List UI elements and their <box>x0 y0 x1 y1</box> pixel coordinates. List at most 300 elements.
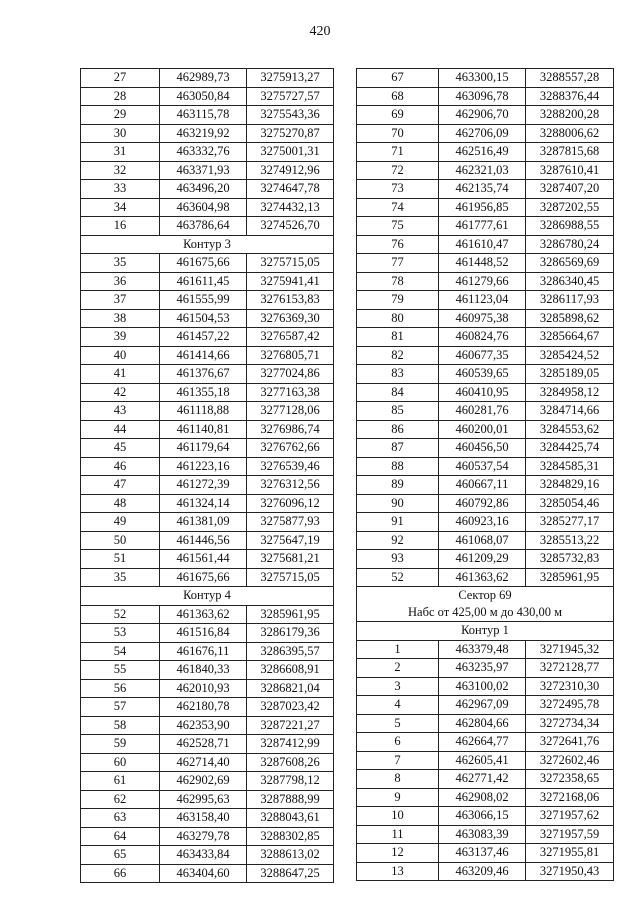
point-number-cell: 49 <box>81 513 160 532</box>
y-coordinate-cell: 3284425,74 <box>526 439 614 458</box>
table-row <box>357 807 614 826</box>
point-number-cell: 46 <box>81 457 160 476</box>
point-number-cell: 62 <box>81 790 160 809</box>
x-coordinate-cell: 461675,66 <box>160 254 247 273</box>
y-coordinate-cell: 3275543,36 <box>247 106 334 125</box>
point-number-cell: 81 <box>357 328 439 347</box>
table-row <box>81 457 334 476</box>
table-row <box>81 87 334 106</box>
point-number-cell: 50 <box>81 531 160 550</box>
table-row <box>81 420 334 439</box>
x-coordinate-cell: 461381,09 <box>160 513 247 532</box>
y-coordinate-cell: 3288647,25 <box>247 864 334 883</box>
point-number-cell: 41 <box>81 365 160 384</box>
contour-header-row <box>81 235 334 254</box>
point-number-cell: 88 <box>357 457 439 476</box>
y-coordinate-cell: 3275681,21 <box>247 550 334 569</box>
x-coordinate-cell: 462605,41 <box>439 751 526 770</box>
point-number-cell: 32 <box>81 161 160 180</box>
table-row <box>357 69 614 88</box>
table-row <box>357 143 614 162</box>
y-coordinate-cell: 3276096,12 <box>247 494 334 513</box>
table-row <box>357 439 614 458</box>
point-number-cell: 52 <box>81 605 160 624</box>
point-number-cell: 38 <box>81 309 160 328</box>
table-row <box>357 550 614 569</box>
y-coordinate-cell: 3287221,27 <box>247 716 334 735</box>
point-number-cell: 75 <box>357 217 439 236</box>
point-number-cell: 67 <box>357 69 439 88</box>
point-number-cell: 79 <box>357 291 439 310</box>
point-number-cell: 84 <box>357 383 439 402</box>
y-coordinate-cell: 3284829,16 <box>526 476 614 495</box>
x-coordinate-cell: 463096,78 <box>439 87 526 106</box>
table-row <box>81 180 334 199</box>
table-row <box>357 346 614 365</box>
table-row <box>357 844 614 863</box>
table-row <box>357 513 614 532</box>
page-number: 420 <box>309 24 331 39</box>
table-row <box>357 383 614 402</box>
y-coordinate-cell: 3275715,05 <box>247 254 334 273</box>
y-coordinate-cell: 3287407,20 <box>526 180 614 199</box>
point-number-cell: 28 <box>81 87 160 106</box>
contour-header: Контур 1 <box>357 622 614 641</box>
x-coordinate-cell: 463279,78 <box>160 827 247 846</box>
left-table-body <box>81 69 334 883</box>
point-number-cell: 9 <box>357 788 439 807</box>
table-row <box>81 161 334 180</box>
y-coordinate-cell: 3286117,93 <box>526 291 614 310</box>
y-coordinate-cell: 3276312,56 <box>247 476 334 495</box>
point-number-cell: 27 <box>81 69 160 88</box>
point-number-cell: 58 <box>81 716 160 735</box>
sector-header-row <box>357 587 614 622</box>
point-number-cell: 52 <box>357 568 439 587</box>
x-coordinate-cell: 460824,76 <box>439 328 526 347</box>
y-coordinate-cell: 3286780,24 <box>526 235 614 254</box>
y-coordinate-cell: 3272495,78 <box>526 696 614 715</box>
y-coordinate-cell: 3287815,68 <box>526 143 614 162</box>
y-coordinate-cell: 3277128,06 <box>247 402 334 421</box>
x-coordinate-cell: 461555,99 <box>160 291 247 310</box>
table-row <box>81 106 334 125</box>
x-coordinate-cell: 460677,35 <box>439 346 526 365</box>
y-coordinate-cell: 3285054,46 <box>526 494 614 513</box>
x-coordinate-cell: 461561,44 <box>160 550 247 569</box>
point-number-cell: 65 <box>81 846 160 865</box>
table-row <box>81 439 334 458</box>
x-coordinate-cell: 461355,18 <box>160 383 247 402</box>
x-coordinate-cell: 461414,66 <box>160 346 247 365</box>
table-row <box>357 714 614 733</box>
point-number-cell: 40 <box>81 346 160 365</box>
x-coordinate-cell: 462135,74 <box>439 180 526 199</box>
x-coordinate-cell: 463496,20 <box>160 180 247 199</box>
y-coordinate-cell: 3275001,31 <box>247 143 334 162</box>
y-coordinate-cell: 3285732,83 <box>526 550 614 569</box>
table-row <box>81 809 334 828</box>
point-number-cell: 45 <box>81 439 160 458</box>
point-number-cell: 70 <box>357 124 439 143</box>
x-coordinate-cell: 461118,88 <box>160 402 247 421</box>
y-coordinate-cell: 3287888,99 <box>247 790 334 809</box>
left-coordinates-table <box>80 68 334 883</box>
y-coordinate-cell: 3271957,62 <box>526 807 614 826</box>
right-coordinates-table <box>356 68 614 881</box>
y-coordinate-cell: 3287610,41 <box>526 161 614 180</box>
point-number-cell: 10 <box>357 807 439 826</box>
point-number-cell: 56 <box>81 679 160 698</box>
table-row <box>357 677 614 696</box>
y-coordinate-cell: 3274432,13 <box>247 198 334 217</box>
table-row <box>81 143 334 162</box>
x-coordinate-cell: 463219,92 <box>160 124 247 143</box>
point-number-cell: 39 <box>81 328 160 347</box>
y-coordinate-cell: 3287202,55 <box>526 198 614 217</box>
y-coordinate-cell: 3285898,62 <box>526 309 614 328</box>
y-coordinate-cell: 3277163,38 <box>247 383 334 402</box>
y-coordinate-cell: 3277024,86 <box>247 365 334 384</box>
y-coordinate-cell: 3276369,30 <box>247 309 334 328</box>
point-number-cell: 73 <box>357 180 439 199</box>
point-number-cell: 93 <box>357 550 439 569</box>
y-coordinate-cell: 3287412,99 <box>247 735 334 754</box>
contour-header-row <box>357 622 614 641</box>
point-number-cell: 35 <box>81 568 160 587</box>
x-coordinate-cell: 463066,15 <box>439 807 526 826</box>
x-coordinate-cell: 462706,09 <box>439 124 526 143</box>
y-coordinate-cell: 3276805,71 <box>247 346 334 365</box>
y-coordinate-cell: 3285189,05 <box>526 365 614 384</box>
y-coordinate-cell: 3276539,46 <box>247 457 334 476</box>
point-number-cell: 34 <box>81 198 160 217</box>
x-coordinate-cell: 460539,65 <box>439 365 526 384</box>
x-coordinate-cell: 461179,64 <box>160 439 247 458</box>
point-number-cell: 90 <box>357 494 439 513</box>
table-row <box>81 846 334 865</box>
x-coordinate-cell: 462516,49 <box>439 143 526 162</box>
table-row <box>357 476 614 495</box>
right-table-body <box>357 69 614 881</box>
x-coordinate-cell: 461611,45 <box>160 272 247 291</box>
point-number-cell: 78 <box>357 272 439 291</box>
x-coordinate-cell: 461209,29 <box>439 550 526 569</box>
point-number-cell: 16 <box>81 217 160 236</box>
table-row <box>81 69 334 88</box>
y-coordinate-cell: 3285513,22 <box>526 531 614 550</box>
point-number-cell: 64 <box>81 827 160 846</box>
point-number-cell: 61 <box>81 772 160 791</box>
x-coordinate-cell: 461068,07 <box>439 531 526 550</box>
point-number-cell: 47 <box>81 476 160 495</box>
x-coordinate-cell: 460923,16 <box>439 513 526 532</box>
y-coordinate-cell: 3286179,36 <box>247 624 334 643</box>
table-row <box>357 825 614 844</box>
point-number-cell: 8 <box>357 770 439 789</box>
table-row <box>81 346 334 365</box>
x-coordinate-cell: 463604,98 <box>160 198 247 217</box>
x-coordinate-cell: 461376,67 <box>160 365 247 384</box>
x-coordinate-cell: 463235,97 <box>439 659 526 678</box>
point-number-cell: 86 <box>357 420 439 439</box>
y-coordinate-cell: 3284553,62 <box>526 420 614 439</box>
point-number-cell: 6 <box>357 733 439 752</box>
table-row <box>357 531 614 550</box>
table-row <box>357 198 614 217</box>
table-row <box>357 770 614 789</box>
x-coordinate-cell: 461363,62 <box>160 605 247 624</box>
x-coordinate-cell: 462906,70 <box>439 106 526 125</box>
point-number-cell: 68 <box>357 87 439 106</box>
table-row <box>357 696 614 715</box>
point-number-cell: 3 <box>357 677 439 696</box>
table-row <box>81 679 334 698</box>
y-coordinate-cell: 3287798,12 <box>247 772 334 791</box>
x-coordinate-cell: 460281,76 <box>439 402 526 421</box>
table-row <box>81 291 334 310</box>
point-number-cell: 29 <box>81 106 160 125</box>
y-coordinate-cell: 3276587,42 <box>247 328 334 347</box>
x-coordinate-cell: 463404,60 <box>160 864 247 883</box>
table-row <box>81 513 334 532</box>
x-coordinate-cell: 462995,63 <box>160 790 247 809</box>
table-row <box>81 550 334 569</box>
table-row <box>357 457 614 476</box>
y-coordinate-cell: 3275941,41 <box>247 272 334 291</box>
x-coordinate-cell: 461123,04 <box>439 291 526 310</box>
table-row <box>81 531 334 550</box>
point-number-cell: 35 <box>81 254 160 273</box>
x-coordinate-cell: 461140,81 <box>160 420 247 439</box>
table-row <box>357 106 614 125</box>
table-row <box>357 568 614 587</box>
point-number-cell: 77 <box>357 254 439 273</box>
x-coordinate-cell: 461457,22 <box>160 328 247 347</box>
x-coordinate-cell: 461223,16 <box>160 457 247 476</box>
table-row <box>81 402 334 421</box>
y-coordinate-cell: 3288006,62 <box>526 124 614 143</box>
table-row <box>357 235 614 254</box>
y-coordinate-cell: 3286988,55 <box>526 217 614 236</box>
x-coordinate-cell: 463433,84 <box>160 846 247 865</box>
point-number-cell: 36 <box>81 272 160 291</box>
point-number-cell: 82 <box>357 346 439 365</box>
point-number-cell: 51 <box>81 550 160 569</box>
y-coordinate-cell: 3271945,32 <box>526 640 614 659</box>
table-row <box>81 568 334 587</box>
point-number-cell: 71 <box>357 143 439 162</box>
y-coordinate-cell: 3274647,78 <box>247 180 334 199</box>
point-number-cell: 4 <box>357 696 439 715</box>
point-number-cell: 42 <box>81 383 160 402</box>
table-row <box>81 716 334 735</box>
y-coordinate-cell: 3288302,85 <box>247 827 334 846</box>
y-coordinate-cell: 3284958,12 <box>526 383 614 402</box>
y-coordinate-cell: 3276762,66 <box>247 439 334 458</box>
x-coordinate-cell: 461363,62 <box>439 568 526 587</box>
table-row <box>81 661 334 680</box>
point-number-cell: 53 <box>81 624 160 643</box>
table-row <box>81 605 334 624</box>
point-number-cell: 5 <box>357 714 439 733</box>
x-coordinate-cell: 461504,53 <box>160 309 247 328</box>
y-coordinate-cell: 3288043,61 <box>247 809 334 828</box>
x-coordinate-cell: 461676,11 <box>160 642 247 661</box>
x-coordinate-cell: 461777,61 <box>439 217 526 236</box>
table-row <box>81 217 334 236</box>
table-row <box>357 328 614 347</box>
x-coordinate-cell: 460537,54 <box>439 457 526 476</box>
y-coordinate-cell: 3275913,27 <box>247 69 334 88</box>
y-coordinate-cell: 3287608,26 <box>247 753 334 772</box>
y-coordinate-cell: 3271950,43 <box>526 862 614 881</box>
point-number-cell: 37 <box>81 291 160 310</box>
table-row <box>81 124 334 143</box>
table-row <box>81 642 334 661</box>
x-coordinate-cell: 461272,39 <box>160 476 247 495</box>
y-coordinate-cell: 3285424,52 <box>526 346 614 365</box>
y-coordinate-cell: 3275877,93 <box>247 513 334 532</box>
y-coordinate-cell: 3286395,57 <box>247 642 334 661</box>
point-number-cell: 44 <box>81 420 160 439</box>
x-coordinate-cell: 460792,86 <box>439 494 526 513</box>
y-coordinate-cell: 3286340,45 <box>526 272 614 291</box>
y-coordinate-cell: 3274526,70 <box>247 217 334 236</box>
x-coordinate-cell: 460456,50 <box>439 439 526 458</box>
table-row <box>81 494 334 513</box>
x-coordinate-cell: 463209,46 <box>439 862 526 881</box>
x-coordinate-cell: 463332,76 <box>160 143 247 162</box>
point-number-cell: 59 <box>81 735 160 754</box>
point-number-cell: 11 <box>357 825 439 844</box>
point-number-cell: 31 <box>81 143 160 162</box>
x-coordinate-cell: 462967,09 <box>439 696 526 715</box>
y-coordinate-cell: 3288613,02 <box>247 846 334 865</box>
y-coordinate-cell: 3284714,66 <box>526 402 614 421</box>
y-coordinate-cell: 3276153,83 <box>247 291 334 310</box>
point-number-cell: 74 <box>357 198 439 217</box>
y-coordinate-cell: 3286608,91 <box>247 661 334 680</box>
x-coordinate-cell: 463158,40 <box>160 809 247 828</box>
y-coordinate-cell: 3272128,77 <box>526 659 614 678</box>
table-row <box>357 161 614 180</box>
point-number-cell: 60 <box>81 753 160 772</box>
y-coordinate-cell: 3288376,44 <box>526 87 614 106</box>
x-coordinate-cell: 461448,52 <box>439 254 526 273</box>
x-coordinate-cell: 460975,38 <box>439 309 526 328</box>
sector-header <box>357 587 614 622</box>
x-coordinate-cell: 461675,66 <box>160 568 247 587</box>
table-row <box>81 365 334 384</box>
table-row <box>357 217 614 236</box>
y-coordinate-cell: 3285961,95 <box>526 568 614 587</box>
table-row <box>81 309 334 328</box>
table-row <box>357 659 614 678</box>
table-row <box>357 254 614 273</box>
table-row <box>357 494 614 513</box>
point-number-cell: 92 <box>357 531 439 550</box>
point-number-cell: 66 <box>81 864 160 883</box>
table-row <box>81 254 334 273</box>
point-number-cell: 83 <box>357 365 439 384</box>
point-number-cell: 87 <box>357 439 439 458</box>
y-coordinate-cell: 3285277,17 <box>526 513 614 532</box>
point-number-cell: 55 <box>81 661 160 680</box>
table-row <box>357 640 614 659</box>
point-number-cell: 89 <box>357 476 439 495</box>
x-coordinate-cell: 462010,93 <box>160 679 247 698</box>
point-number-cell: 57 <box>81 698 160 717</box>
x-coordinate-cell: 462771,42 <box>439 770 526 789</box>
point-number-cell: 76 <box>357 235 439 254</box>
y-coordinate-cell: 3272310,30 <box>526 677 614 696</box>
table-row <box>357 291 614 310</box>
point-number-cell: 1 <box>357 640 439 659</box>
y-coordinate-cell: 3272641,76 <box>526 733 614 752</box>
table-row <box>81 198 334 217</box>
x-coordinate-cell: 463115,78 <box>160 106 247 125</box>
table-row <box>81 383 334 402</box>
table-row <box>81 476 334 495</box>
table-row <box>357 733 614 752</box>
y-coordinate-cell: 3271955,81 <box>526 844 614 863</box>
table-row <box>357 180 614 199</box>
x-coordinate-cell: 463300,15 <box>439 69 526 88</box>
y-coordinate-cell: 3275270,87 <box>247 124 334 143</box>
table-row <box>357 402 614 421</box>
x-coordinate-cell: 462528,71 <box>160 735 247 754</box>
sector-title: Сектор 69 <box>458 588 512 602</box>
table-row <box>81 772 334 791</box>
point-number-cell: 30 <box>81 124 160 143</box>
table-row <box>357 788 614 807</box>
point-number-cell: 63 <box>81 809 160 828</box>
y-coordinate-cell: 3285961,95 <box>247 605 334 624</box>
y-coordinate-cell: 3275727,57 <box>247 87 334 106</box>
y-coordinate-cell: 3288557,28 <box>526 69 614 88</box>
x-coordinate-cell: 462353,90 <box>160 716 247 735</box>
y-coordinate-cell: 3272358,65 <box>526 770 614 789</box>
point-number-cell: 43 <box>81 402 160 421</box>
x-coordinate-cell: 462804,66 <box>439 714 526 733</box>
contour-header: Контур 3 <box>81 235 334 254</box>
x-coordinate-cell: 461279,66 <box>439 272 526 291</box>
x-coordinate-cell: 462989,73 <box>160 69 247 88</box>
y-coordinate-cell: 3288200,28 <box>526 106 614 125</box>
x-coordinate-cell: 463786,64 <box>160 217 247 236</box>
y-coordinate-cell: 3286821,04 <box>247 679 334 698</box>
point-number-cell: 54 <box>81 642 160 661</box>
table-row <box>81 753 334 772</box>
contour-header-row <box>81 587 334 606</box>
table-row <box>81 272 334 291</box>
table-row <box>81 790 334 809</box>
table-row <box>81 864 334 883</box>
table-row <box>357 87 614 106</box>
x-coordinate-cell: 460200,01 <box>439 420 526 439</box>
contour-header: Контур 4 <box>81 587 334 606</box>
table-row <box>357 862 614 881</box>
point-number-cell: 12 <box>357 844 439 863</box>
point-number-cell: 33 <box>81 180 160 199</box>
table-row <box>81 735 334 754</box>
table-row <box>81 827 334 846</box>
y-coordinate-cell: 3272602,46 <box>526 751 614 770</box>
table-row <box>81 328 334 347</box>
x-coordinate-cell: 463083,39 <box>439 825 526 844</box>
x-coordinate-cell: 461956,85 <box>439 198 526 217</box>
